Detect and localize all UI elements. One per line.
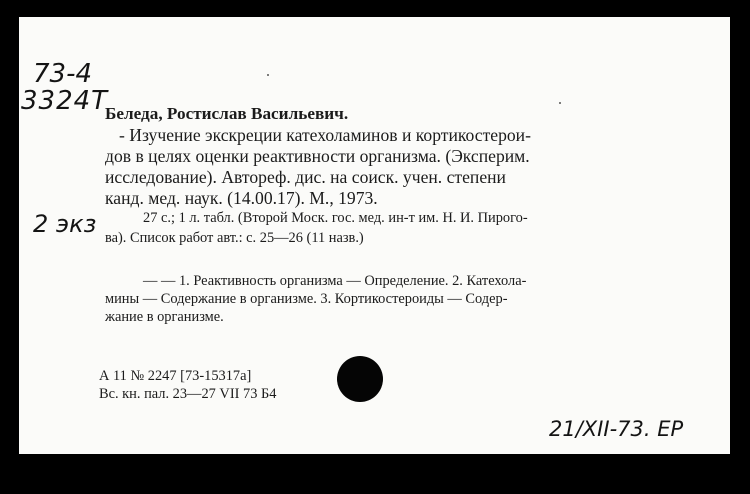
subject-line: — — 1. Реактивность организма — Определение. 2. Катехола- — [143, 273, 527, 289]
subject-line: жание в организме. — [105, 309, 224, 325]
inventory-number: 3324Т — [21, 86, 109, 116]
author-heading: Беледа, Ростислав Васильевич. — [105, 104, 349, 123]
date-mark: 21/XII-73. ЕР — [549, 417, 684, 441]
call-number: 73-4 — [33, 59, 93, 89]
subject-line: мины — Содержание в организме. 3. Кортикостероиды — Содер- — [105, 291, 508, 307]
collation-line: 27 с.; 1 л. табл. (Второй Моск. гос. мед. ин-т им. Н. И. Пирого- — [143, 210, 528, 226]
copies-mark: 2 экз — [33, 210, 97, 238]
catalog-card — [19, 17, 730, 454]
title-line: исследование). Автореф. дис. на соиск. учен. степени — [105, 167, 506, 187]
punch-hole — [337, 356, 383, 402]
title-line: канд. мед. наук. (14.00.17). М., 1973. — [105, 188, 378, 208]
collation-line: ва). Список работ авт.: с. 25—26 (11 назв.) — [105, 230, 364, 246]
title-line: - Изучение экскреции катехоламинов и кортикостерои- — [119, 125, 531, 145]
registration-line: А 11 № 2247 [73-15317а] — [99, 368, 252, 384]
chamber-line: Вс. кн. пал. 23—27 VII 73 Б4 — [99, 386, 277, 402]
title-line: дов в целях оценки реактивности организма. (Эксперим. — [105, 146, 530, 166]
